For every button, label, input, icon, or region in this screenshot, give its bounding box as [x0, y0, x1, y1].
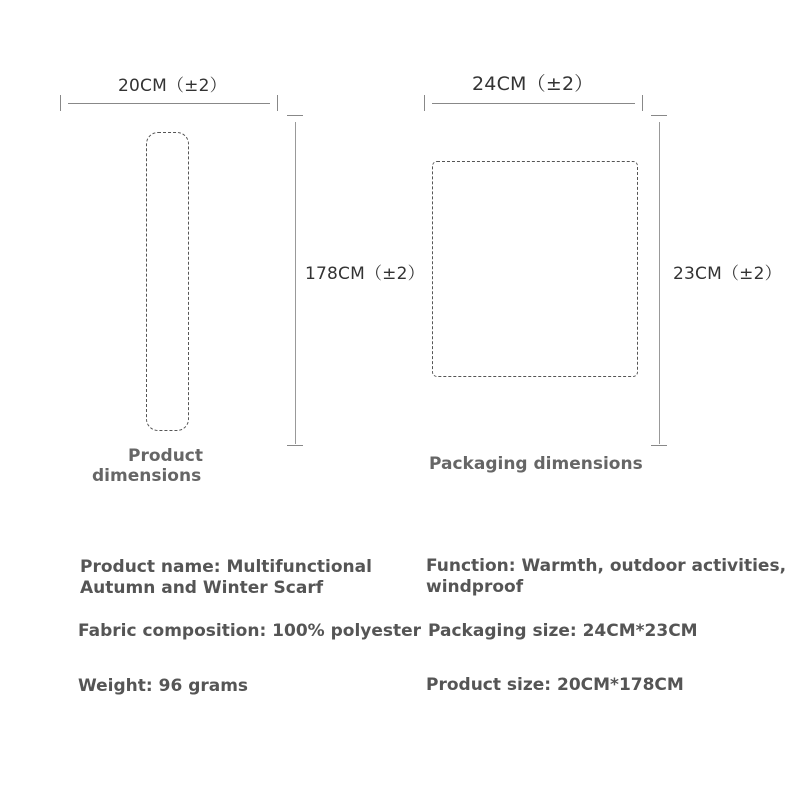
packaging-height-line [659, 122, 660, 444]
packaging-width-line [432, 103, 635, 104]
product-height-tick-bottom [287, 445, 303, 446]
spec-function-line2: windproof [426, 577, 524, 597]
packaging-width-tick-left [424, 95, 425, 111]
packaging-caption: Packaging dimensions [429, 454, 643, 474]
product-width-line [68, 103, 270, 104]
spec-product-name-line2: Autumn and Winter Scarf [80, 578, 324, 598]
spec-product-name-line1: Product name: Multifunctional [80, 557, 372, 577]
packaging-height-tick-top [651, 115, 667, 116]
product-height-line [295, 122, 296, 444]
product-height-tick-top [287, 115, 303, 116]
product-width-tick-right [277, 95, 278, 111]
product-caption-line2: dimensions [92, 466, 202, 486]
packaging-outline [432, 161, 638, 377]
spec-product-name [80, 557, 372, 599]
packaging-height-label: 23CM（±2） [673, 264, 782, 284]
spec-function [426, 556, 786, 598]
spec-weight: Weight: 96 grams [78, 676, 249, 696]
spec-packaging-size: Packaging size: 24CM*23CM [428, 621, 698, 641]
packaging-width-tick-right [642, 95, 643, 111]
packaging-height-tick-bottom [651, 445, 667, 446]
product-height-label: 178CM（±2） [305, 264, 425, 284]
spec-product-size: Product size: 20CM*178CM [426, 675, 684, 695]
packaging-width-label: 24CM（±2） [472, 73, 594, 95]
spec-function-line1: Function: Warmth, outdoor activities, [426, 556, 787, 576]
product-caption-line1: Product [128, 446, 203, 466]
product-width-tick-left [60, 95, 61, 111]
product-outline [146, 132, 189, 431]
product-width-label: 20CM（±2） [118, 76, 227, 96]
spec-fabric: Fabric composition: 100% polyester [78, 621, 422, 641]
